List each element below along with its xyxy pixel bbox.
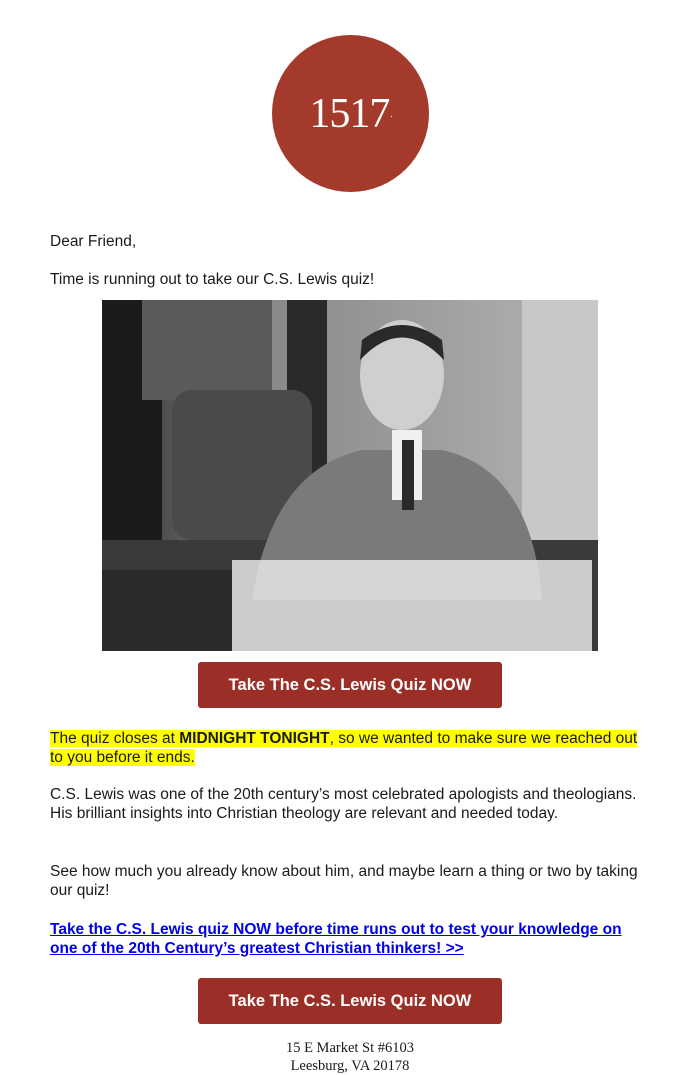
quiz-link-paragraph xyxy=(50,920,650,958)
logo-text: 1517 xyxy=(309,90,390,137)
cs-lewis-photo[interactable] xyxy=(102,300,598,651)
intro-text: Time is running out to take our C.S. Lewis quiz! xyxy=(50,271,375,288)
logo-mark: . xyxy=(390,108,392,119)
about-paragraph: C.S. Lewis was one of the 20th century’s most celebrated apologists and theologians. His brilliant insights into Christian theology are relevant and needed today. xyxy=(50,786,637,822)
footer-address-line1: 15 E Market St #6103 xyxy=(285,1040,415,1056)
photo-illustration xyxy=(102,300,598,651)
logo[interactable] xyxy=(272,35,429,192)
deadline-before: The quiz closes at xyxy=(50,730,180,747)
deadline-paragraph xyxy=(50,729,650,767)
deadline-after: , so we wanted to make sure we reached out to you before it ends. xyxy=(50,730,638,766)
quiz-link[interactable]: Take the C.S. Lewis quiz NOW before time runs out to test your knowledge on one of the 20th Century’s greatest Christian thinkers! >> xyxy=(50,921,622,957)
deadline-bold: MIDNIGHT TONIGHT xyxy=(179,730,330,747)
greeting: Dear Friend, xyxy=(50,233,137,250)
footer-address-line2: Leesburg, VA 20178 xyxy=(290,1058,410,1074)
take-quiz-button-bottom[interactable]: Take The C.S. Lewis Quiz NOW xyxy=(198,978,502,1024)
take-quiz-button-top[interactable]: Take The C.S. Lewis Quiz NOW xyxy=(198,662,502,708)
see-paragraph: See how much you already know about him, and maybe learn a thing or two by taking our quiz! xyxy=(50,863,638,899)
deadline-highlight xyxy=(50,730,637,766)
